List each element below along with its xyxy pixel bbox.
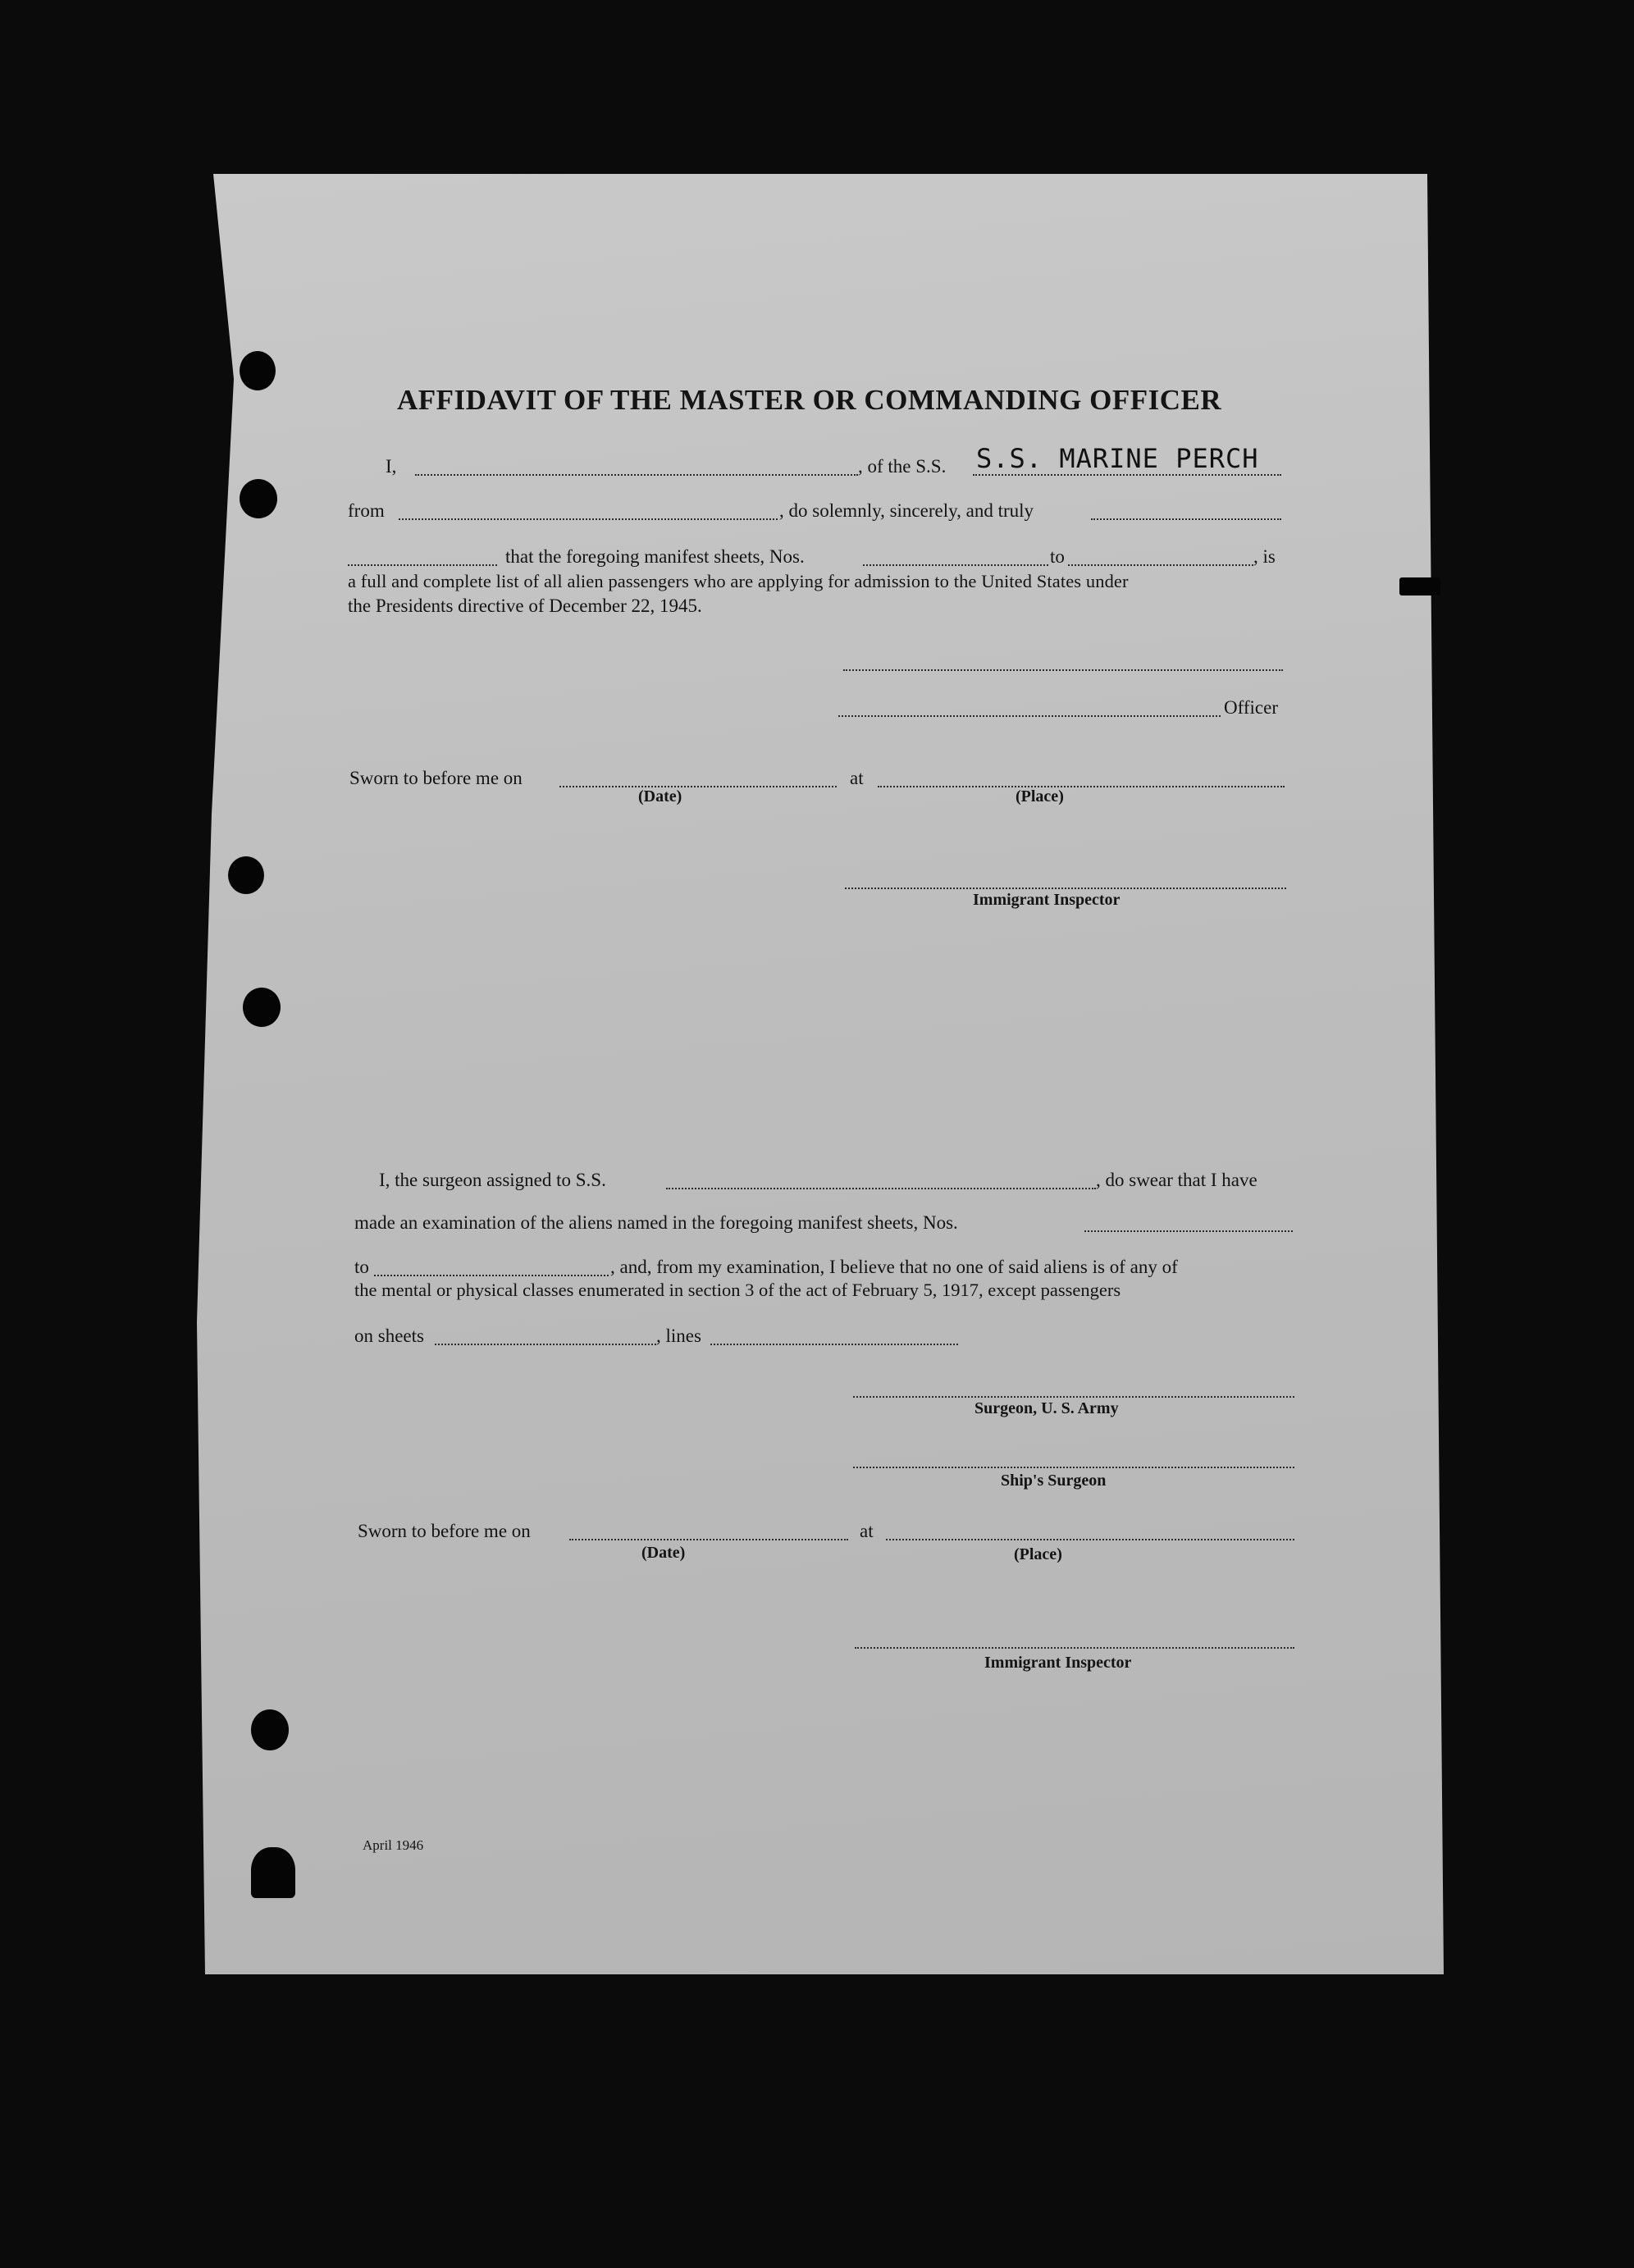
- surgeon-sworn-place-line[interactable]: [886, 1539, 1294, 1540]
- manifest-sheets-label: that the foregoing manifest sheets, Nos.: [505, 546, 805, 567]
- surgeon-place-caption: (Place): [1014, 1545, 1062, 1563]
- surgeon-intro-label: I, the surgeon assigned to S.S.: [379, 1170, 606, 1190]
- date-caption: (Date): [638, 787, 682, 805]
- master-name-line[interactable]: [415, 474, 858, 476]
- swear-label: , do swear that I have: [1096, 1170, 1257, 1190]
- from-line[interactable]: [399, 518, 778, 520]
- surgeon-date-caption: (Date): [641, 1544, 686, 1562]
- punch-hole: [240, 351, 276, 390]
- exam-sheets-line[interactable]: [1084, 1230, 1293, 1232]
- punch-hole: [251, 1709, 289, 1750]
- manifest-from-line[interactable]: [863, 564, 1048, 566]
- sworn-label: Sworn to before me on: [349, 768, 523, 788]
- ships-surgeon-caption: Ship's Surgeon: [1001, 1472, 1107, 1490]
- declaration-line[interactable]: [348, 564, 497, 566]
- surgeon-sworn-label: Sworn to before me on: [358, 1521, 531, 1541]
- statement-line-1: a full and complete list of all alien passengers who are applying for admission to the United States under: [348, 571, 1129, 591]
- binding-tab: [1399, 577, 1440, 596]
- page-title: AFFIDAVIT OF THE MASTER OR COMMANDING OFFICER: [397, 384, 1222, 416]
- ships-surgeon-signature-line[interactable]: [853, 1467, 1294, 1468]
- on-sheets-line[interactable]: [435, 1344, 656, 1345]
- inspector-caption: Immigrant Inspector: [973, 891, 1121, 909]
- truly-line[interactable]: [1091, 518, 1281, 520]
- i-label: I,: [386, 456, 397, 477]
- surgeon-inspector-signature-line[interactable]: [855, 1647, 1294, 1649]
- surgeon-inspector-caption: Immigrant Inspector: [984, 1654, 1132, 1672]
- surgeon-ship-line[interactable]: [666, 1188, 1096, 1189]
- officer-signature-line[interactable]: [838, 715, 1221, 717]
- lines-label: , lines: [656, 1326, 701, 1346]
- officer-label: Officer: [1224, 697, 1278, 718]
- from-label: from: [348, 500, 385, 521]
- sworn-date-line[interactable]: [559, 786, 837, 787]
- at-label: at: [850, 768, 864, 788]
- punch-hole: [243, 988, 281, 1027]
- classes-line: the mental or physical classes enumerated in section 3 of the act of February 5, 1917, except passengers: [354, 1280, 1121, 1300]
- to-label: to: [1050, 546, 1065, 567]
- surgeon-to-label: to: [354, 1257, 369, 1277]
- inspector-signature-line[interactable]: [845, 888, 1286, 889]
- punch-hole: [251, 1847, 295, 1898]
- punch-hole: [240, 479, 277, 518]
- form-date: April 1946: [363, 1837, 424, 1853]
- surgeon-at-label: at: [860, 1521, 874, 1541]
- manifest-to-line[interactable]: [1068, 564, 1253, 566]
- solemnly-label: , do solemnly, sincerely, and truly: [779, 500, 1034, 521]
- is-label: , is: [1253, 546, 1276, 567]
- ship-name-line[interactable]: [973, 474, 1281, 476]
- exam-line: made an examination of the aliens named in the foregoing manifest sheets, Nos.: [354, 1212, 958, 1233]
- punch-hole: [228, 856, 264, 894]
- on-sheets-label: on sheets: [354, 1326, 424, 1346]
- sworn-place-line[interactable]: [878, 786, 1285, 787]
- master-signature-line[interactable]: [843, 669, 1283, 671]
- place-caption: (Place): [1016, 787, 1064, 805]
- exam-to-line[interactable]: [374, 1275, 609, 1276]
- army-surgeon-signature-line[interactable]: [853, 1396, 1294, 1398]
- lines-line[interactable]: [710, 1344, 958, 1345]
- belief-label: , and, from my examination, I believe that no one of said aliens is of any of: [610, 1257, 1178, 1277]
- surgeon-sworn-date-line[interactable]: [569, 1539, 848, 1540]
- ship-name-stamp: S.S. MARINE PERCH: [976, 443, 1259, 474]
- of-the-ss-label: , of the S.S.: [858, 456, 947, 477]
- army-surgeon-caption: Surgeon, U. S. Army: [974, 1399, 1119, 1417]
- statement-line-2: the Presidents directive of December 22, 1945.: [348, 596, 702, 616]
